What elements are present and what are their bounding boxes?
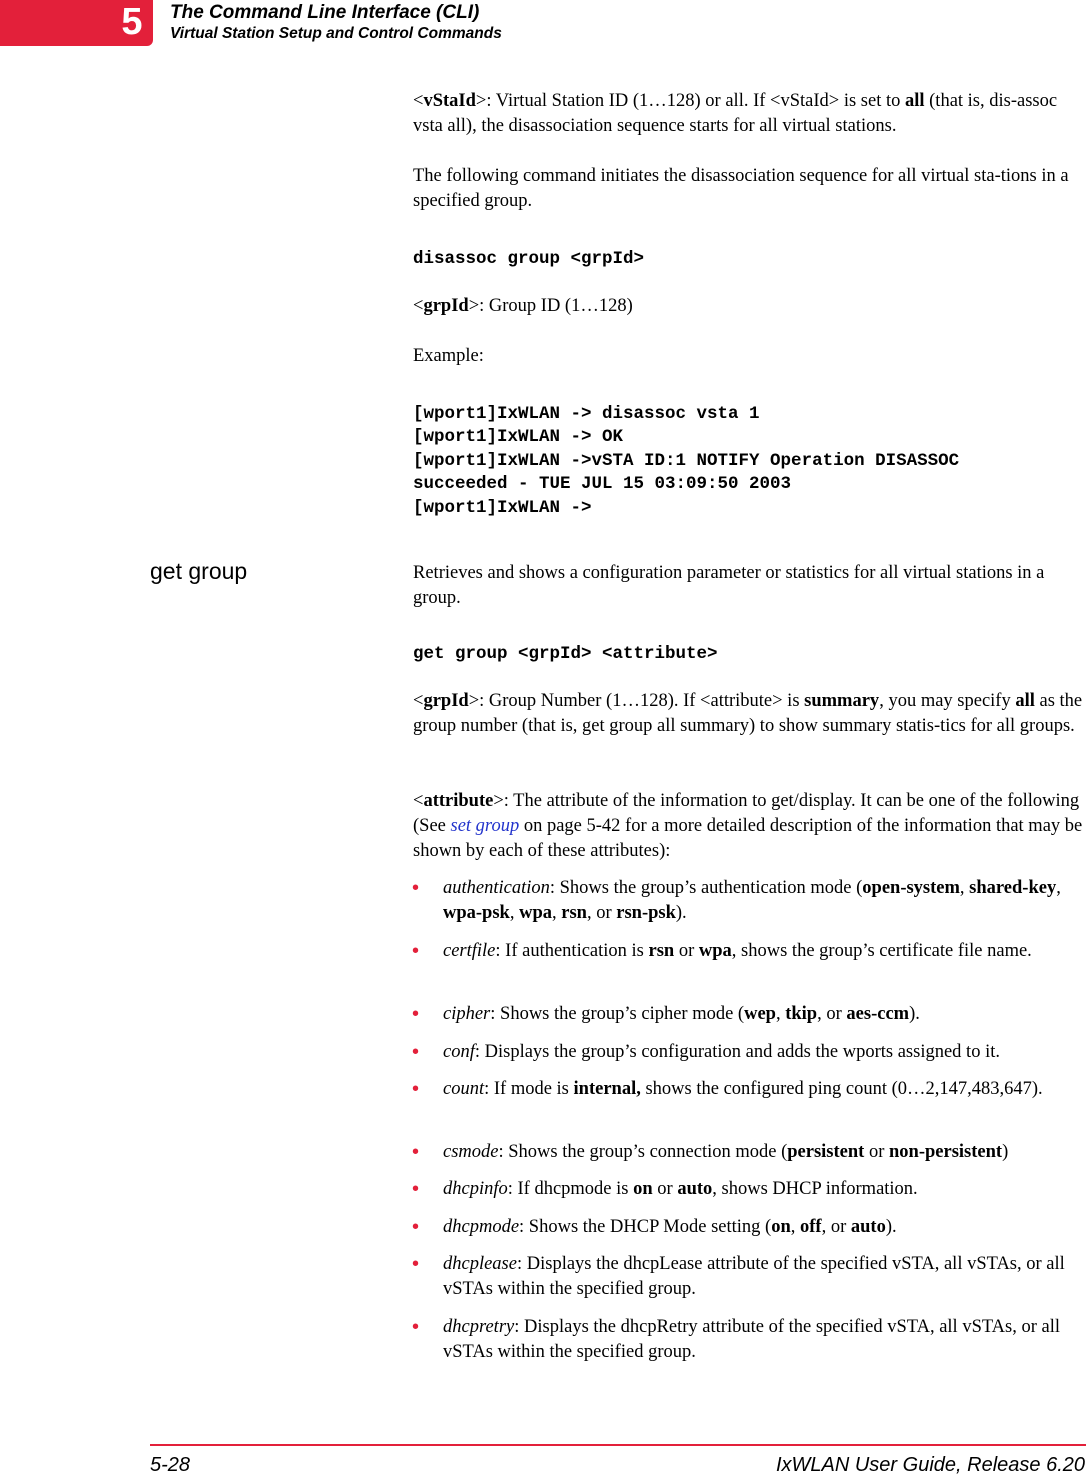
document-title: IxWLAN User Guide, Release 6.20 <box>775 1454 1085 1476</box>
bullet-icon: • <box>412 1078 420 1100</box>
bullet-icon: • <box>412 1178 420 1200</box>
bullet-icon: • <box>412 1316 420 1338</box>
example-label: Example: <box>413 346 484 366</box>
list-item: • dhcpretry: Displays the dhcpRetry attribute of the specified vSTA, all vSTAs, or all vSTAs within the specified group. <box>412 1316 1061 1362</box>
header-title: The Command Line Interface (CLI) <box>170 2 480 23</box>
get-group-attribute-description: <attribute>: The attribute of the information to get/display. It can be one of the following (See set group on page 5-42 for a more detailed description of the information that may be shown by each of these attributes): <box>413 791 1083 861</box>
chapter-tab <box>0 0 153 46</box>
param-name: attribute <box>423 791 494 811</box>
example-code: [wport1]IxWLAN -> disassoc vsta 1 [wport1]IxWLAN -> OK [wport1]IxWLAN ->vSTA ID:1 NOTIFY Operation DISASSOC succeeded - TUE JUL 15 03:09:50 2003 [wport1]IxWLAN -> <box>413 404 960 518</box>
list-item: • cipher: Shows the group’s cipher mode (wep, tkip, or aes-ccm). <box>412 1003 920 1025</box>
list-item: • dhcpmode: Shows the DHCP Mode setting (on, off, or auto). <box>412 1216 897 1238</box>
list-item: • count: If mode is internal, shows the configured ping count (0…2,147,483,647). <box>412 1078 1043 1100</box>
list-item: • authentication: Shows the group’s authentication mode (open-system, shared-key, wpa-psk, wpa, rsn, or rsn-psk). <box>412 877 1061 923</box>
param-name: grpId <box>423 691 469 711</box>
chapter-number: 5 <box>121 1 143 43</box>
list-item: • conf: Displays the group’s configuration and adds the wports assigned to it. <box>412 1041 1000 1063</box>
bullet-icon: • <box>412 1041 420 1063</box>
list-item: • certfile: If authentication is rsn or wpa, shows the group’s certificate file name. <box>412 940 1032 962</box>
bullet-icon: • <box>412 877 420 899</box>
bullet-icon: • <box>412 1141 420 1163</box>
footer-divider <box>150 1444 1086 1446</box>
disassoc-syntax: disassoc group <grpId> <box>413 249 645 269</box>
list-item: • dhcpinfo: If dhcpmode is on or auto, shows DHCP information. <box>412 1178 918 1200</box>
get-group-grpid-description: <grpId>: Group Number (1…128). If <attribute> is summary, you may specify all as the group number (that is, get group all summary) to show summary statis-tics for all groups. <box>413 691 1083 736</box>
group-intro-paragraph: The following command initiates the disassociation sequence for all virtual sta-tions in a specified group. <box>413 166 1069 211</box>
param-name: vStaId <box>423 91 476 111</box>
list-item: • csmode: Shows the group’s connection mode (persistent or non-persistent) <box>412 1141 1009 1163</box>
section-heading-get-group: get group <box>150 558 248 584</box>
get-group-description: Retrieves and shows a configuration parameter or statistics for all virtual stations in a group. <box>413 563 1045 608</box>
page-number: 5-28 <box>150 1454 191 1476</box>
bullet-icon: • <box>412 940 420 962</box>
grpid-description: <grpId>: Group ID (1…128) <box>413 296 633 316</box>
bullet-icon: • <box>412 1003 420 1025</box>
param-name: grpId <box>423 296 469 316</box>
bullet-icon: • <box>412 1216 420 1238</box>
get-group-syntax: get group <grpId> <attribute> <box>413 644 718 664</box>
list-item: • dhcplease: Displays the dhcpLease attribute of the specified vSTA, all vSTAs, or all vSTAs within the specified group. <box>412 1253 1065 1299</box>
bullet-icon: • <box>412 1253 420 1275</box>
header-subtitle: Virtual Station Setup and Control Commands <box>170 25 502 42</box>
set-group-link[interactable]: set group <box>450 816 520 836</box>
vstaid-description: <vStaId>: Virtual Station ID (1…128) or all. If <vStaId> is set to all (that is, dis-assoc vsta all), the disassociation sequence starts for all virtual stations. <box>413 91 1058 136</box>
